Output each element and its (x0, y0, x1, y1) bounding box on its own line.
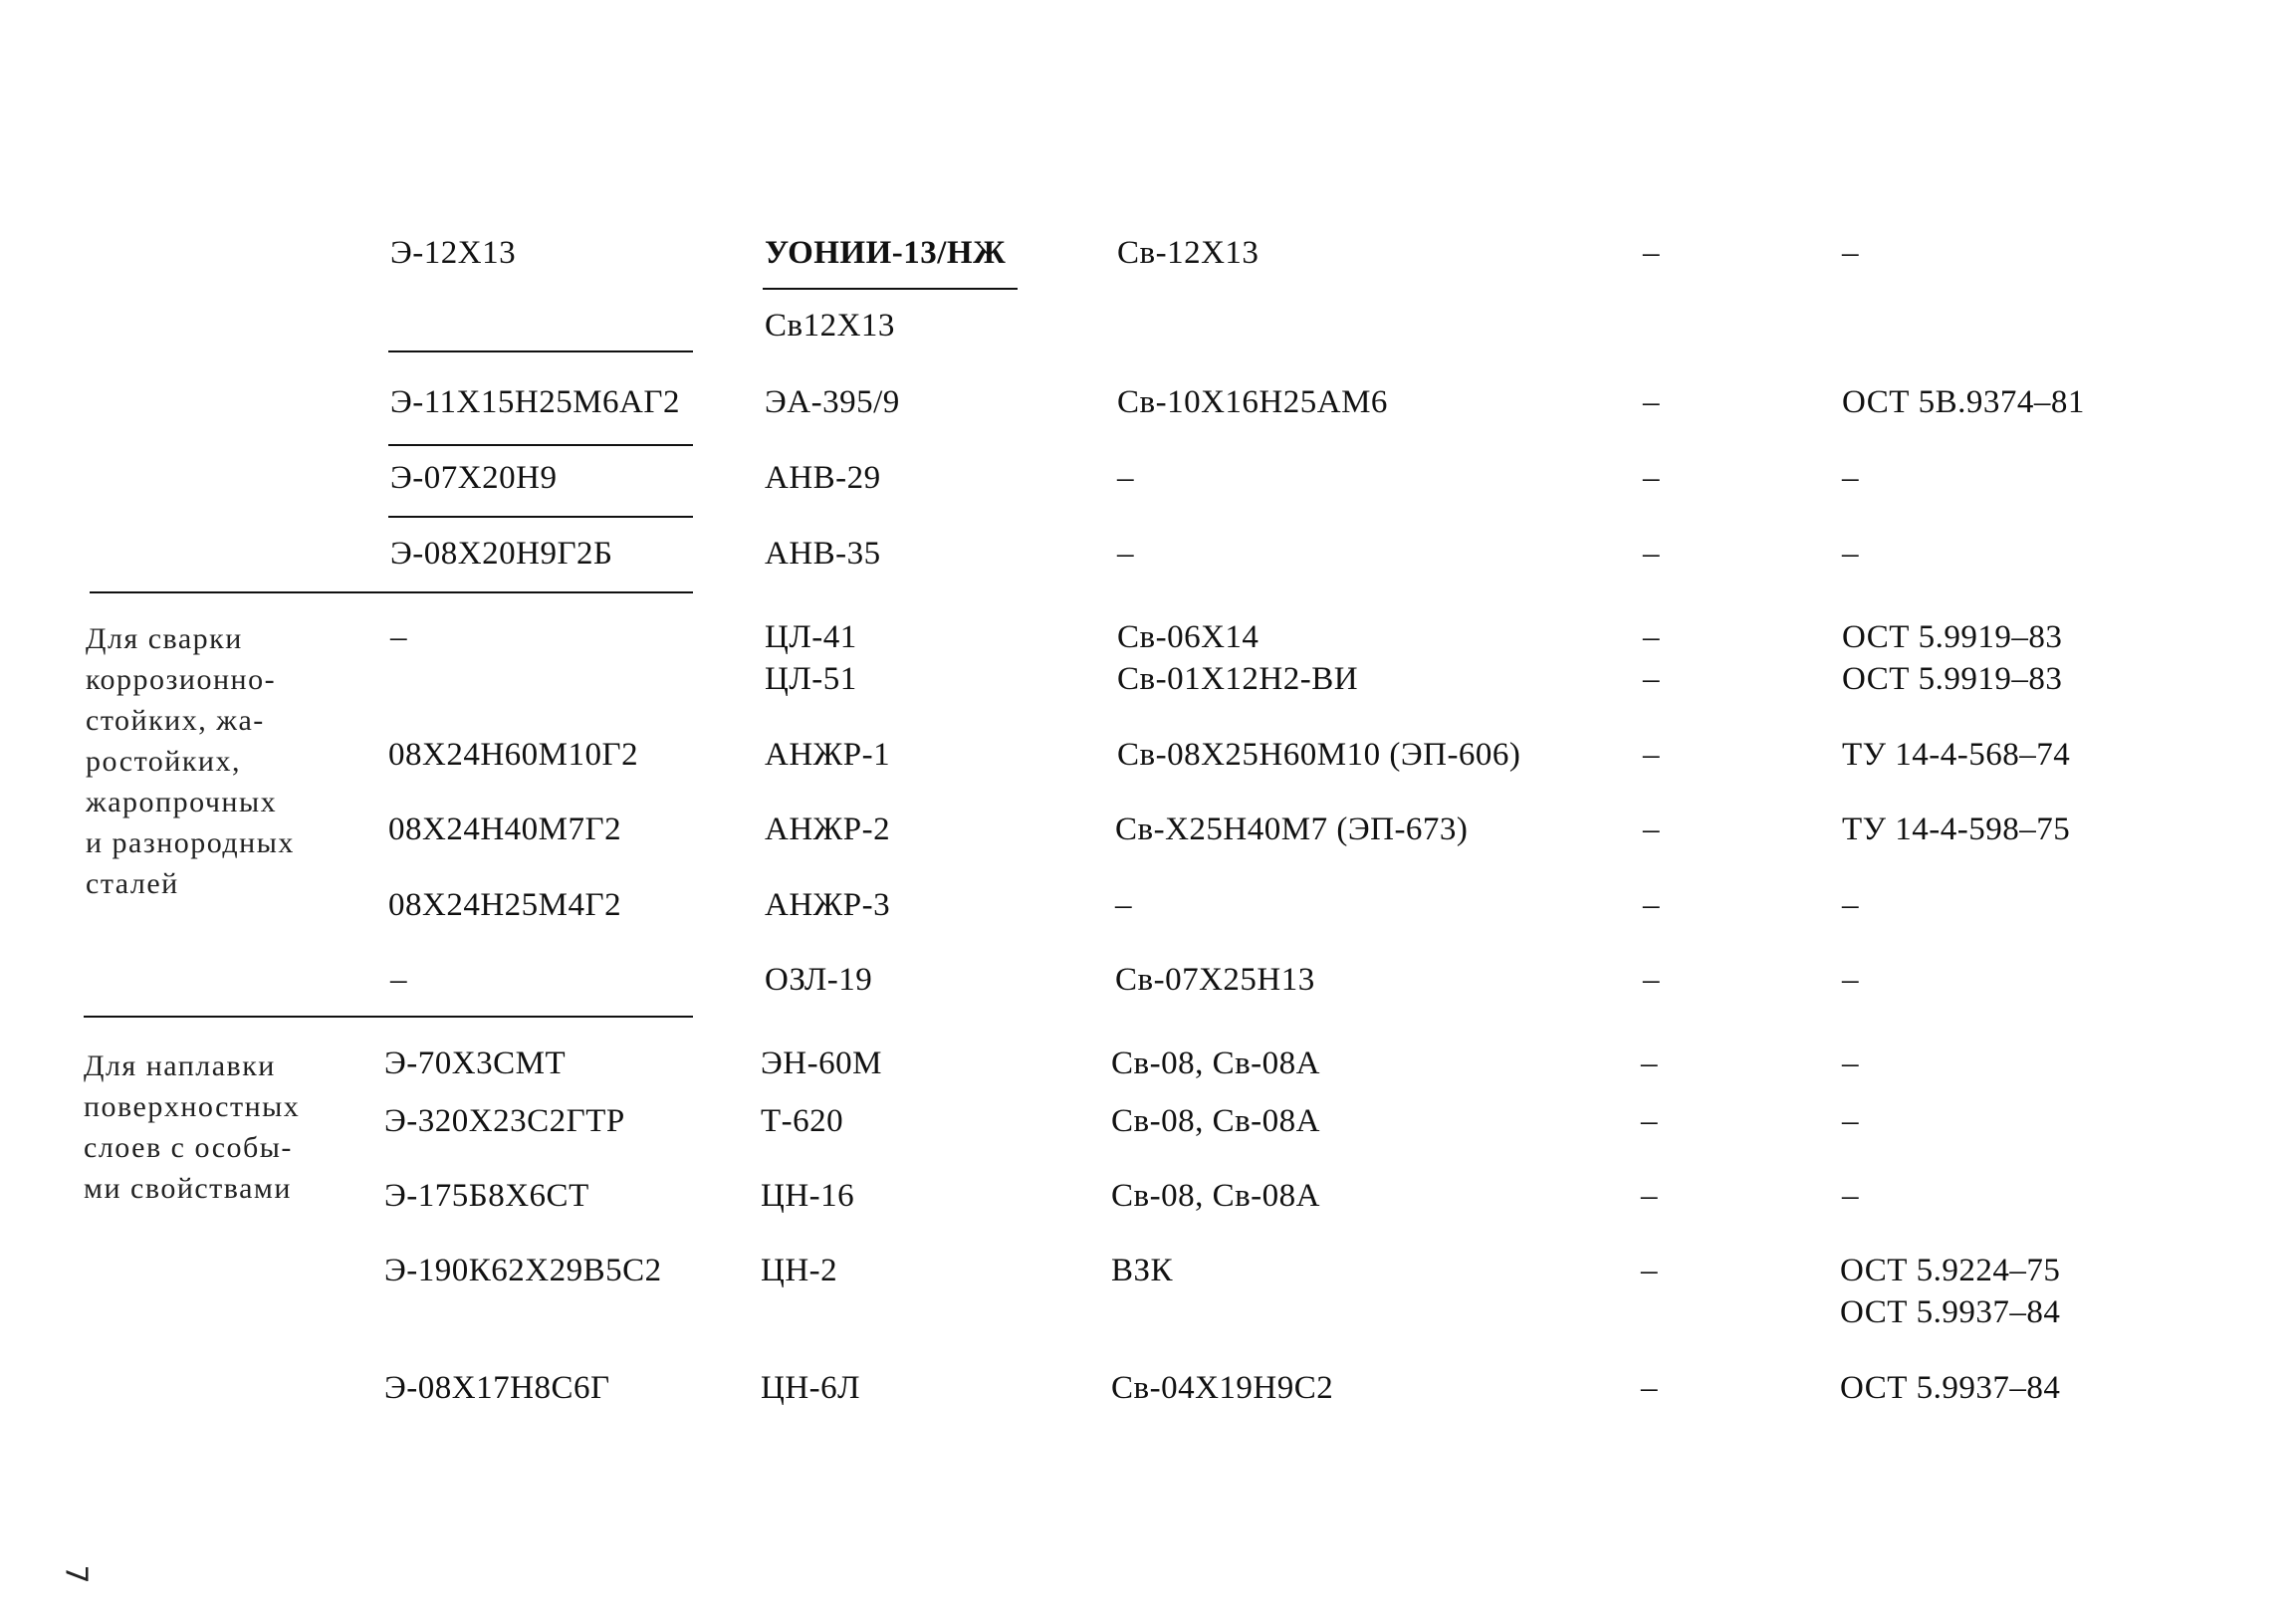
cell-wire: Св-06Х14 (1117, 619, 1260, 655)
cell-electrode-type: – (390, 962, 407, 998)
cell-electrode-type: Э-175Б8Х6СТ (384, 1178, 589, 1214)
rule-section-end-1 (90, 591, 693, 593)
category-line: Для сварки (86, 622, 243, 655)
cell-wire: ВЗК (1111, 1253, 1174, 1288)
cell-col4: – (1643, 962, 1660, 998)
category-line: и разнородных (86, 826, 295, 859)
category-line: поверхностных (84, 1090, 301, 1123)
cell-wire: Св-04Х19Н9С2 (1111, 1370, 1334, 1406)
cell-wire: Св-08, Св-08А (1111, 1045, 1320, 1081)
cell-col4: – (1643, 619, 1660, 655)
cell-electrode-brand: ЦН-16 (761, 1178, 855, 1214)
rule-section-end-2 (84, 1016, 693, 1018)
cell-wire: Св-01Х12Н2-ВИ (1117, 661, 1359, 697)
cell-standard: ОСТ 5.9224–75 (1840, 1253, 2061, 1288)
cell-standard: ОСТ 5.9937–84 (1840, 1370, 2061, 1406)
cell-electrode-brand: ЦЛ-41 (765, 619, 857, 655)
cell-standard: – (1842, 460, 1859, 496)
page-number: 7 (58, 1564, 94, 1584)
category-line: стойких, жа- (86, 704, 265, 737)
cell-wire: Св-Х25Н40М7 (ЭП-673) (1115, 812, 1469, 847)
category-corrosion (86, 618, 295, 904)
cell-col4: – (1641, 1103, 1658, 1139)
rule-c1-after-row1 (388, 350, 693, 352)
cell-electrode-brand: Св12Х13 (765, 308, 895, 344)
cell-wire: Св-10Х16Н25АМ6 (1117, 384, 1388, 420)
cell-electrode-type: Э-07Х20Н9 (390, 460, 558, 496)
cell-electrode-brand: ЭН-60М (761, 1045, 882, 1081)
cell-standard: ОСТ 5.9919–83 (1842, 619, 2063, 655)
cell-col4: – (1643, 737, 1660, 773)
cell-electrode-brand: АНЖР-1 (765, 737, 891, 773)
cell-standard: ТУ 14-4-568–74 (1842, 737, 2071, 773)
cell-electrode-brand: АНВ-35 (765, 536, 881, 572)
rule-c1-after-row4 (388, 516, 693, 518)
category-line: сталей (86, 867, 179, 900)
cell-electrode-type: Э-320Х23С2ГТР (384, 1103, 625, 1139)
cell-col4: – (1643, 460, 1660, 496)
cell-wire: – (1117, 536, 1134, 572)
cell-col4: – (1641, 1045, 1658, 1081)
cell-wire: Св-08, Св-08А (1111, 1178, 1320, 1214)
cell-electrode-type: Э-12Х13 (390, 235, 517, 271)
cell-electrode-brand: УОНИИ-13/НЖ (765, 235, 1007, 271)
cell-wire: Св-08, Св-08А (1111, 1103, 1320, 1139)
cell-standard: ТУ 14-4-598–75 (1842, 812, 2071, 847)
cell-electrode-brand: ЦЛ-51 (765, 661, 857, 697)
category-line: коррозионно- (86, 663, 277, 696)
cell-col4: – (1641, 1178, 1658, 1214)
cell-electrode-brand: АНВ-29 (765, 460, 881, 496)
cell-col4: – (1643, 536, 1660, 572)
cell-col4: – (1643, 812, 1660, 847)
cell-standard: – (1842, 1103, 1859, 1139)
cell-col4: – (1643, 661, 1660, 697)
cell-electrode-brand: ОЗЛ-19 (765, 962, 873, 998)
category-line: слоев с особы- (84, 1131, 293, 1164)
cell-electrode-type: Э-70Х3СМТ (384, 1045, 567, 1081)
cell-col4: – (1643, 384, 1660, 420)
rule-c1-after-row3 (388, 444, 693, 446)
cell-standard: – (1842, 1178, 1859, 1214)
cell-standard: ОСТ 5.9937–84 (1840, 1294, 2061, 1330)
cell-standard: ОСТ 5В.9374–81 (1842, 384, 2085, 420)
category-line: жаропрочных (86, 786, 278, 818)
cell-electrode-brand: ЦН-6Л (761, 1370, 861, 1406)
cell-electrode-brand: АНЖР-3 (765, 887, 891, 923)
cell-electrode-brand: ЦН-2 (761, 1253, 838, 1288)
cell-electrode-type: Э-190К62Х29В5С2 (384, 1253, 662, 1288)
cell-wire: – (1115, 887, 1132, 923)
category-surfacing (84, 1045, 300, 1209)
cell-electrode-type: Э-08Х17Н8С6Г (384, 1370, 610, 1406)
cell-standard: – (1842, 962, 1859, 998)
cell-wire: Св-07Х25Н13 (1115, 962, 1315, 998)
cell-standard: ОСТ 5.9919–83 (1842, 661, 2063, 697)
cell-standard: – (1842, 235, 1859, 271)
cell-col4: – (1641, 1253, 1658, 1288)
cell-standard: – (1842, 536, 1859, 572)
cell-electrode-brand: АНЖР-2 (765, 812, 891, 847)
cell-electrode-type: Э-08Х20Н9Г2Б (390, 536, 613, 572)
cell-electrode-type: – (390, 619, 407, 655)
category-line: ми свойствами (84, 1172, 292, 1205)
cell-col4: – (1643, 887, 1660, 923)
cell-electrode-type: Э-11Х15Н25М6АГ2 (390, 384, 680, 420)
cell-wire: – (1117, 460, 1134, 496)
cell-wire: Св-12Х13 (1117, 235, 1260, 271)
category-line: Для наплавки (84, 1049, 276, 1082)
cell-electrode-brand: ЭА-395/9 (765, 384, 900, 420)
cell-standard: – (1842, 1045, 1859, 1081)
cell-electrode-brand: Т-620 (761, 1103, 844, 1139)
cell-electrode-type: 08Х24Н40М7Г2 (388, 812, 622, 847)
cell-electrode-type: 08Х24Н60М10Г2 (388, 737, 639, 773)
category-line: ростойких, (86, 745, 241, 778)
cell-wire: Св-08Х25Н60М10 (ЭП-606) (1117, 737, 1521, 773)
cell-electrode-type: 08Х24Н25М4Г2 (388, 887, 622, 923)
cell-col4: – (1643, 235, 1660, 271)
cell-col4: – (1641, 1370, 1658, 1406)
underline-uonii (763, 288, 1018, 290)
cell-standard: – (1842, 887, 1859, 923)
